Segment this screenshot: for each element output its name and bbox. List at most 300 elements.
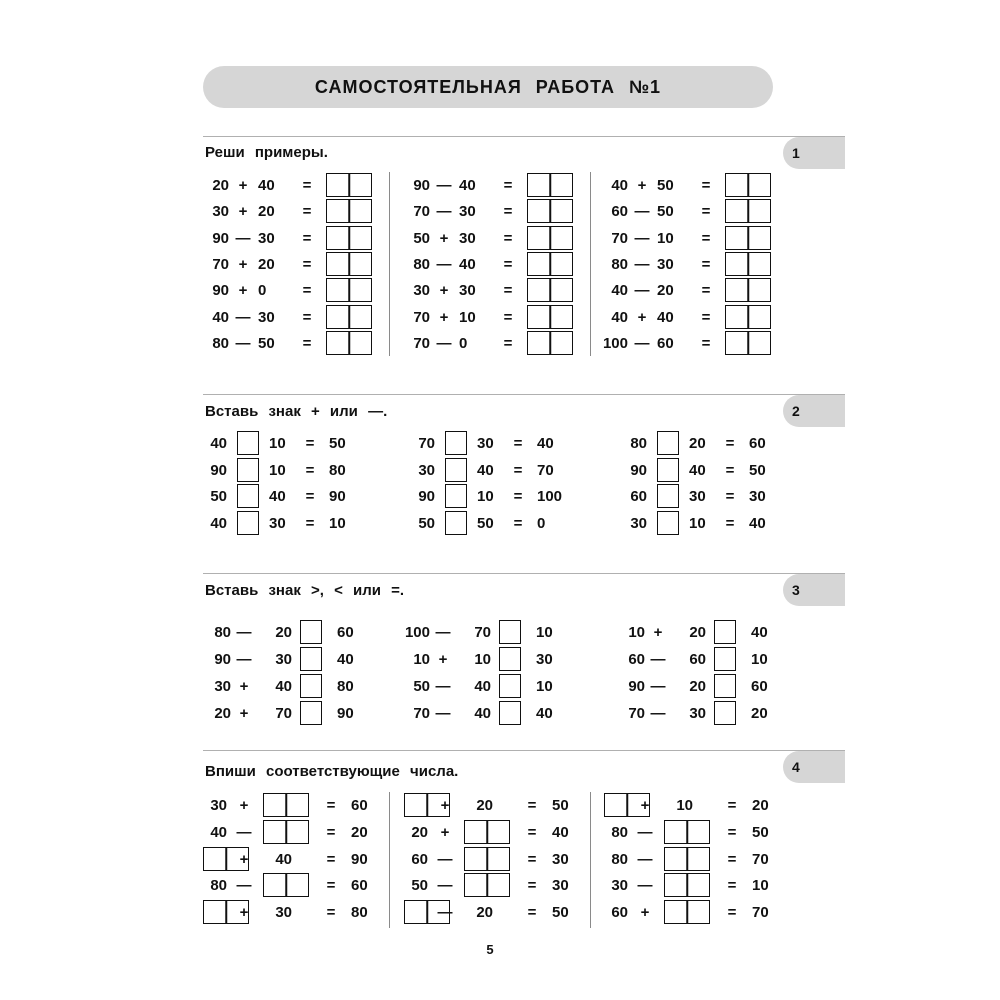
answer-box[interactable] <box>725 278 771 302</box>
operand-c: 10 <box>751 651 768 668</box>
operator: — <box>236 651 252 668</box>
comparison-box[interactable] <box>300 674 322 698</box>
operator: — <box>637 851 653 868</box>
task-4-number: 4 <box>783 751 845 783</box>
equals-sign: = <box>701 177 711 194</box>
operator: — <box>637 877 653 894</box>
answer-box[interactable] <box>725 199 771 223</box>
operand-a: 90 <box>630 462 647 479</box>
operand-a: 100 <box>602 335 628 352</box>
answer-box[interactable] <box>263 820 309 844</box>
answer-box[interactable] <box>664 847 710 871</box>
operator: + <box>238 256 248 273</box>
equals-sign: = <box>701 282 711 299</box>
operator: — <box>235 335 251 352</box>
result: 10 <box>752 877 769 894</box>
equals-sign: = <box>701 230 711 247</box>
column-divider <box>389 792 390 928</box>
operand-b: 30 <box>258 309 275 326</box>
operator: — <box>634 282 650 299</box>
equals-sign: = <box>302 335 312 352</box>
equals-sign: = <box>302 309 312 326</box>
answer-box[interactable] <box>464 873 510 897</box>
operand-b: 30 <box>657 256 674 273</box>
operand-a: 80 <box>611 256 628 273</box>
equals-sign: = <box>305 462 315 479</box>
answer-box[interactable] <box>263 873 309 897</box>
operand-b: 20 <box>689 678 706 695</box>
section-2-divider <box>203 394 845 395</box>
sign-box[interactable] <box>657 484 679 508</box>
comparison-box[interactable] <box>499 701 521 725</box>
equals-sign: = <box>326 904 336 921</box>
result: 60 <box>351 877 368 894</box>
operand-c: 20 <box>751 705 768 722</box>
operand-b: 50 <box>258 335 275 352</box>
operator: — <box>437 904 453 921</box>
result: 10 <box>329 515 346 532</box>
section-3-divider <box>203 573 845 574</box>
result: 60 <box>749 435 766 452</box>
sign-box[interactable] <box>657 458 679 482</box>
sign-box[interactable] <box>237 484 259 508</box>
operator: + <box>439 282 449 299</box>
section-4-divider <box>203 750 845 751</box>
equals-sign: = <box>527 851 537 868</box>
result: 40 <box>749 515 766 532</box>
answer-box[interactable] <box>263 793 309 817</box>
equals-sign: = <box>701 335 711 352</box>
operand-c: 10 <box>536 678 553 695</box>
answer-box[interactable] <box>725 226 771 250</box>
operand-b: 20 <box>275 624 292 641</box>
result: 90 <box>351 851 368 868</box>
equals-sign: = <box>527 877 537 894</box>
equals-sign: = <box>305 488 315 505</box>
answer-box[interactable] <box>527 252 573 276</box>
comparison-box[interactable] <box>714 674 736 698</box>
operand-b: 50 <box>477 515 494 532</box>
answer-box[interactable] <box>326 252 372 276</box>
equals-sign: = <box>725 515 735 532</box>
operator: — <box>637 824 653 841</box>
answer-box[interactable] <box>664 900 710 924</box>
operator: + <box>239 851 249 868</box>
equals-sign: = <box>503 335 513 352</box>
equals-sign: = <box>513 488 523 505</box>
equals-sign: = <box>503 177 513 194</box>
result: 50 <box>752 824 769 841</box>
comparison-box[interactable] <box>499 647 521 671</box>
operand-a: 50 <box>418 515 435 532</box>
equals-sign: = <box>725 488 735 505</box>
result: 100 <box>537 488 563 505</box>
operand-a: 70 <box>212 256 229 273</box>
answer-box[interactable] <box>527 173 573 197</box>
operand-b: 20 <box>689 624 706 641</box>
operand-a: 80 <box>212 335 229 352</box>
operand-a: 50 <box>210 488 227 505</box>
operand-b: 30 <box>275 904 292 921</box>
task-1-instruction: Реши примеры. <box>205 144 328 161</box>
operand-b: 10 <box>474 651 491 668</box>
operand-a: 30 <box>630 515 647 532</box>
equals-sign: = <box>513 435 523 452</box>
answer-box[interactable] <box>664 820 710 844</box>
result: 60 <box>351 797 368 814</box>
equals-sign: = <box>727 824 737 841</box>
answer-box[interactable] <box>464 847 510 871</box>
operator: + <box>640 904 650 921</box>
sign-box[interactable] <box>445 511 467 535</box>
equals-sign: = <box>503 230 513 247</box>
operand-a: 90 <box>628 678 645 695</box>
operand-b: 40 <box>477 462 494 479</box>
equals-sign: = <box>503 309 513 326</box>
operand-b: 70 <box>275 705 292 722</box>
sign-box[interactable] <box>657 431 679 455</box>
result: 80 <box>329 462 346 479</box>
operand-b: 10 <box>477 488 494 505</box>
operand-b: 10 <box>459 309 476 326</box>
operand-a: 60 <box>630 488 647 505</box>
operand-a: 80 <box>214 624 231 641</box>
operator: + <box>637 177 647 194</box>
operand-a: 80 <box>611 824 628 841</box>
operand-a: 50 <box>413 230 430 247</box>
comparison-box[interactable] <box>300 620 322 644</box>
operand-a: 60 <box>611 203 628 220</box>
operand-a: 40 <box>611 282 628 299</box>
result: 40 <box>552 824 569 841</box>
equals-sign: = <box>701 309 711 326</box>
equals-sign: = <box>701 256 711 273</box>
sign-box[interactable] <box>237 511 259 535</box>
operator: — <box>436 177 452 194</box>
answer-box[interactable] <box>527 305 573 329</box>
operator: — <box>235 309 251 326</box>
result: 70 <box>752 904 769 921</box>
answer-box[interactable] <box>527 199 573 223</box>
operand-a: 80 <box>210 877 227 894</box>
comparison-box[interactable] <box>499 620 521 644</box>
operand-c: 40 <box>536 705 553 722</box>
answer-box[interactable] <box>326 173 372 197</box>
column-divider <box>389 172 390 356</box>
operand-b: 10 <box>676 797 693 814</box>
operator: + <box>238 203 248 220</box>
operand-b: 40 <box>269 488 286 505</box>
operand-a: 20 <box>214 705 231 722</box>
sign-box[interactable] <box>445 431 467 455</box>
comparison-box[interactable] <box>499 674 521 698</box>
operand-a: 80 <box>413 256 430 273</box>
operator: — <box>634 335 650 352</box>
answer-box[interactable] <box>527 331 573 355</box>
operand-a: 80 <box>630 435 647 452</box>
equals-sign: = <box>305 515 315 532</box>
equals-sign: = <box>725 462 735 479</box>
sign-box[interactable] <box>445 458 467 482</box>
operator: — <box>634 203 650 220</box>
result: 40 <box>537 435 554 452</box>
operand-b: 30 <box>689 705 706 722</box>
operand-a: 80 <box>611 851 628 868</box>
equals-sign: = <box>326 877 336 894</box>
operand-b: 40 <box>657 309 674 326</box>
operand-a: 30 <box>413 282 430 299</box>
operator: — <box>435 678 451 695</box>
comparison-box[interactable] <box>714 647 736 671</box>
operand-a: 50 <box>413 678 430 695</box>
operand-a: 40 <box>210 515 227 532</box>
result: 90 <box>329 488 346 505</box>
operand-a: 70 <box>628 705 645 722</box>
answer-box[interactable] <box>527 278 573 302</box>
equals-sign: = <box>302 203 312 220</box>
equals-sign: = <box>503 256 513 273</box>
operand-c: 40 <box>751 624 768 641</box>
task-2-instruction: Вставь знак + или —. <box>205 403 388 420</box>
equals-sign: = <box>302 177 312 194</box>
operand-b: 30 <box>477 435 494 452</box>
operator: + <box>438 651 448 668</box>
operand-b: 60 <box>657 335 674 352</box>
sign-box[interactable] <box>445 484 467 508</box>
equals-sign: = <box>527 824 537 841</box>
operand-a: 30 <box>214 678 231 695</box>
operator: + <box>239 904 249 921</box>
operand-a: 100 <box>404 624 430 641</box>
operand-c: 40 <box>337 651 354 668</box>
column-divider <box>590 172 591 356</box>
operand-a: 70 <box>611 230 628 247</box>
operand-b: 40 <box>474 705 491 722</box>
operator: + <box>640 797 650 814</box>
sign-box[interactable] <box>237 458 259 482</box>
operator: — <box>436 335 452 352</box>
operand-a: 60 <box>611 904 628 921</box>
operand-c: 60 <box>751 678 768 695</box>
equals-sign: = <box>513 462 523 479</box>
operator: — <box>236 824 252 841</box>
task-3-instruction: Вставь знак >, < или =. <box>205 582 405 599</box>
answer-box[interactable] <box>527 226 573 250</box>
operand-c: 30 <box>536 651 553 668</box>
equals-sign: = <box>503 203 513 220</box>
operand-b: 40 <box>689 462 706 479</box>
operand-a: 70 <box>413 203 430 220</box>
result: 50 <box>552 904 569 921</box>
task-1-number: 1 <box>783 137 845 169</box>
operand-b: 20 <box>476 904 493 921</box>
operand-a: 30 <box>212 203 229 220</box>
operator: + <box>238 177 248 194</box>
answer-box[interactable] <box>725 252 771 276</box>
operand-c: 90 <box>337 705 354 722</box>
equals-sign: = <box>701 203 711 220</box>
operand-b: 40 <box>275 678 292 695</box>
operator: + <box>440 797 450 814</box>
page-number: 5 <box>486 942 494 957</box>
operator: — <box>435 624 451 641</box>
sign-box[interactable] <box>237 431 259 455</box>
operand-b: 30 <box>689 488 706 505</box>
answer-box[interactable] <box>326 226 372 250</box>
operand-b: 30 <box>459 230 476 247</box>
operand-c: 80 <box>337 678 354 695</box>
operand-b: 20 <box>657 282 674 299</box>
sign-box[interactable] <box>657 511 679 535</box>
equals-sign: = <box>513 515 523 532</box>
operand-b: 20 <box>258 203 275 220</box>
operand-c: 60 <box>337 624 354 641</box>
answer-box[interactable] <box>464 820 510 844</box>
equals-sign: = <box>727 851 737 868</box>
column-divider <box>590 792 591 928</box>
operand-b: 10 <box>689 515 706 532</box>
operand-a: 40 <box>210 824 227 841</box>
comparison-box[interactable] <box>300 647 322 671</box>
operand-a: 90 <box>214 651 231 668</box>
operand-a: 20 <box>212 177 229 194</box>
result: 20 <box>351 824 368 841</box>
operand-b: 70 <box>474 624 491 641</box>
operand-b: 30 <box>459 203 476 220</box>
operator: + <box>239 705 249 722</box>
answer-box[interactable] <box>725 305 771 329</box>
result: 50 <box>552 797 569 814</box>
comparison-box[interactable] <box>714 620 736 644</box>
operator: + <box>440 824 450 841</box>
result: 70 <box>752 851 769 868</box>
equals-sign: = <box>727 797 737 814</box>
equals-sign: = <box>527 904 537 921</box>
equals-sign: = <box>302 256 312 273</box>
operand-b: 40 <box>258 177 275 194</box>
operand-c: 10 <box>536 624 553 641</box>
operand-a: 40 <box>210 435 227 452</box>
operator: — <box>650 678 666 695</box>
equals-sign: = <box>305 435 315 452</box>
result: 20 <box>752 797 769 814</box>
operand-b: 20 <box>258 256 275 273</box>
operator: — <box>634 230 650 247</box>
operand-b: 20 <box>476 797 493 814</box>
result: 50 <box>329 435 346 452</box>
operator: — <box>437 877 453 894</box>
section-1-divider <box>203 136 845 137</box>
equals-sign: = <box>326 851 336 868</box>
operand-b: 40 <box>474 678 491 695</box>
operand-b: 0 <box>258 282 267 299</box>
answer-box[interactable] <box>326 305 372 329</box>
operand-a: 70 <box>418 435 435 452</box>
comparison-box[interactable] <box>300 701 322 725</box>
answer-box[interactable] <box>664 873 710 897</box>
operator: — <box>650 705 666 722</box>
task-3-number: 3 <box>783 574 845 606</box>
equals-sign: = <box>326 824 336 841</box>
operator: — <box>634 256 650 273</box>
operand-b: 20 <box>689 435 706 452</box>
operator: + <box>239 797 249 814</box>
operand-a: 30 <box>418 462 435 479</box>
operand-b: 50 <box>657 177 674 194</box>
operand-a: 40 <box>611 177 628 194</box>
operand-b: 60 <box>689 651 706 668</box>
answer-box[interactable] <box>725 331 771 355</box>
equals-sign: = <box>302 230 312 247</box>
operator: — <box>435 705 451 722</box>
operand-a: 90 <box>210 462 227 479</box>
operand-b: 30 <box>275 651 292 668</box>
operator: + <box>439 230 449 247</box>
result: 0 <box>537 515 546 532</box>
task-2-number: 2 <box>783 395 845 427</box>
operand-a: 60 <box>628 651 645 668</box>
answer-box[interactable] <box>326 199 372 223</box>
operand-a: 70 <box>413 335 430 352</box>
operand-b: 50 <box>657 203 674 220</box>
equals-sign: = <box>727 877 737 894</box>
equals-sign: = <box>302 282 312 299</box>
operand-a: 70 <box>413 309 430 326</box>
operator: — <box>650 651 666 668</box>
operand-a: 40 <box>212 309 229 326</box>
operand-b: 30 <box>258 230 275 247</box>
operator: — <box>436 256 452 273</box>
operator: + <box>239 678 249 695</box>
operand-a: 90 <box>212 282 229 299</box>
result: 30 <box>552 877 569 894</box>
operator: — <box>436 203 452 220</box>
operand-a: 20 <box>411 824 428 841</box>
operand-b: 40 <box>459 256 476 273</box>
comparison-box[interactable] <box>714 701 736 725</box>
task-4-instruction: Впиши соответствующие числа. <box>205 763 459 780</box>
operand-b: 40 <box>459 177 476 194</box>
operand-a: 90 <box>212 230 229 247</box>
operator: + <box>238 282 248 299</box>
page-title: САМОСТОЯТЕЛЬНАЯ РАБОТА №1 <box>203 66 773 108</box>
operand-b: 0 <box>459 335 468 352</box>
operator: — <box>236 624 252 641</box>
operand-a: 30 <box>210 797 227 814</box>
operand-a: 70 <box>413 705 430 722</box>
result: 80 <box>351 904 368 921</box>
result: 70 <box>537 462 554 479</box>
operand-a: 50 <box>411 877 428 894</box>
operand-b: 10 <box>269 462 286 479</box>
result: 50 <box>749 462 766 479</box>
operand-a: 10 <box>413 651 430 668</box>
operand-b: 10 <box>657 230 674 247</box>
operand-a: 40 <box>611 309 628 326</box>
operator: + <box>653 624 663 641</box>
answer-box[interactable] <box>725 173 771 197</box>
answer-box[interactable] <box>326 331 372 355</box>
answer-box[interactable] <box>326 278 372 302</box>
equals-sign: = <box>727 904 737 921</box>
operand-b: 10 <box>269 435 286 452</box>
equals-sign: = <box>527 797 537 814</box>
result: 30 <box>749 488 766 505</box>
operator: — <box>236 877 252 894</box>
operator: — <box>437 851 453 868</box>
operator: + <box>637 309 647 326</box>
equals-sign: = <box>725 435 735 452</box>
